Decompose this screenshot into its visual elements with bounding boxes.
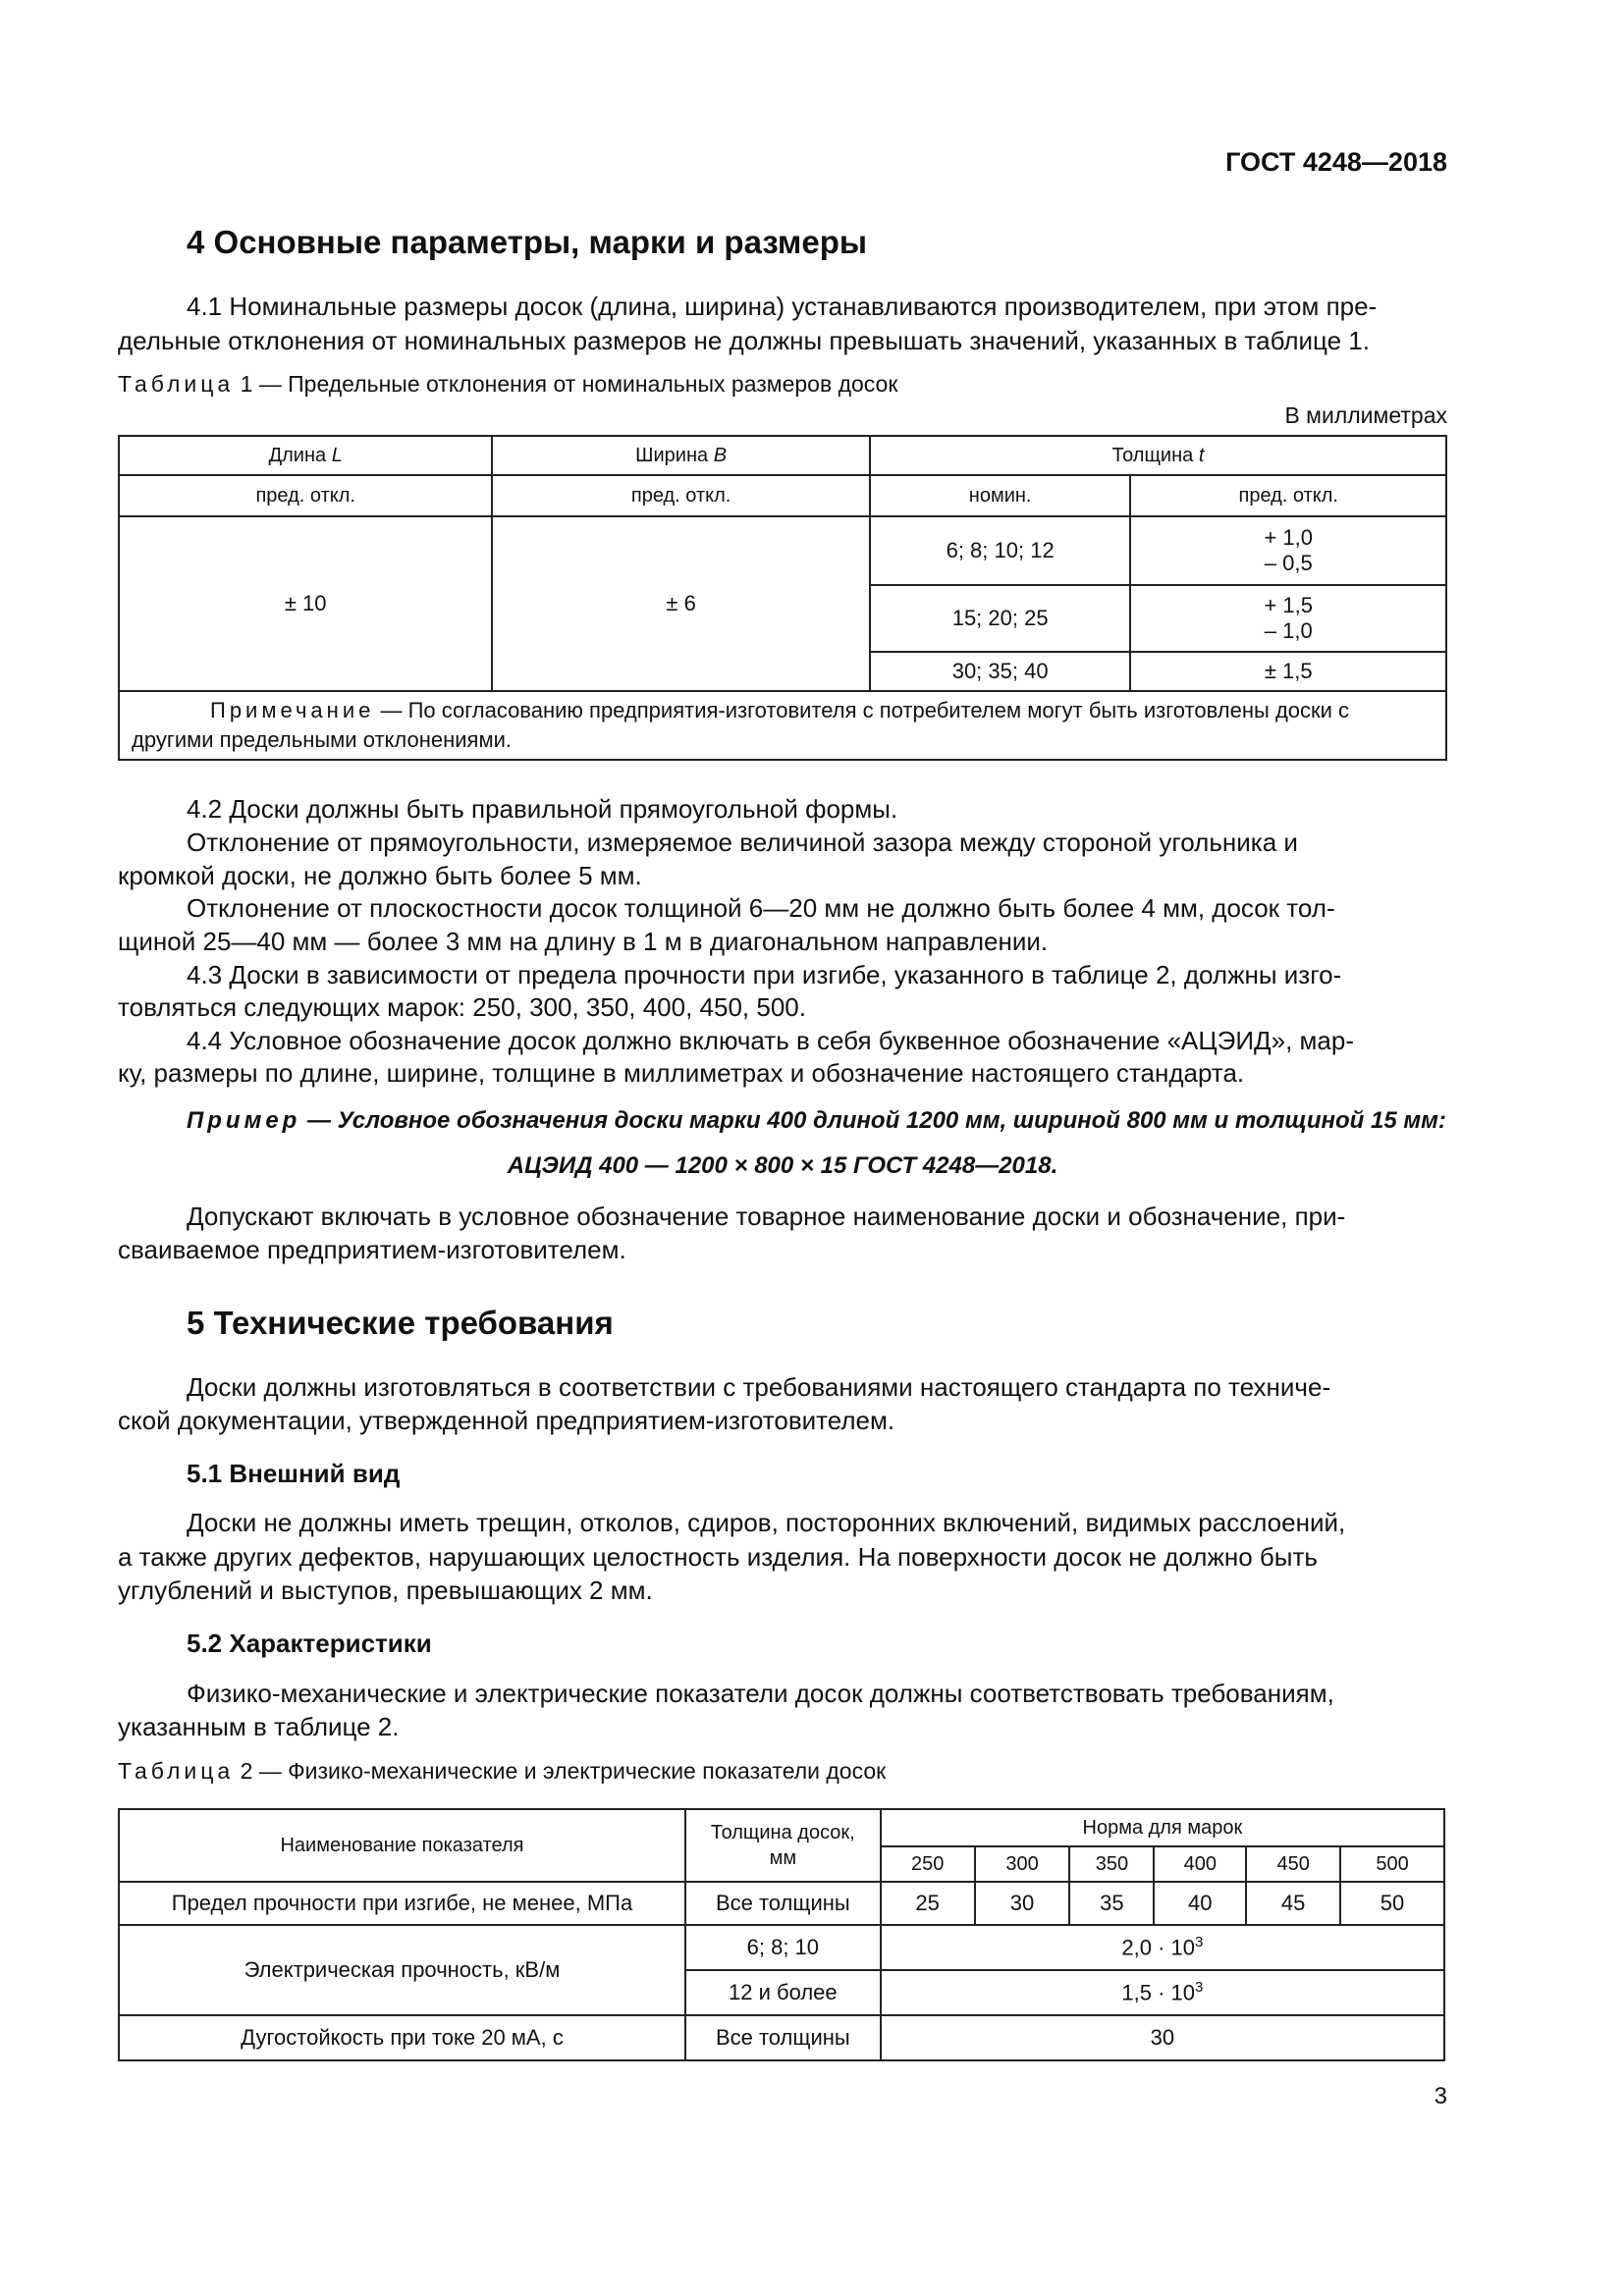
section-5-1-title: 5.1 Внешний вид [187,1459,401,1488]
example-line: Пример — Условное обозначения доски марки 400 длиной 1200 мм, шириной 800 мм и толщиной 15 мм: [187,1107,1446,1134]
t2-grade-350: 350 [1069,1846,1154,1882]
t2-r1-name: Предел прочности при изгибе, не менее, МПа [119,1882,685,1925]
t2-r2a-thickness: 6; 8; 10 [685,1925,881,1970]
t1-sub-dev: пред. откл. [1130,475,1446,516]
section-5-2-line-2: указанным в таблице 2. [118,1712,400,1741]
t1-sub-length: пред. откл. [119,475,492,516]
t2-r2a-value: $2,0 \cdot 10^3$ [881,1925,1444,1970]
paragraph-4-2-rect-line-1: Отклонение от прямоугольности, измеряемое величиной зазора между стороной угольника и [187,828,1298,857]
t1-header-thickness: Толщина t [870,436,1446,475]
paragraph-4-2-rect-line-2: кромкой доски, не должно быть более 5 мм. [118,861,642,890]
t2-r1-value-300: 30 [975,1882,1070,1925]
paragraph-4-2-flat-line-1: Отклонение от плоскостности досок толщиной 6—20 мм не должно быть более 4 мм, досок тол- [187,893,1335,923]
section-5-intro-line-1: Доски должны изготовляться в соответствии с требованиями настоящего стандарта по техниче- [187,1372,1331,1402]
t2-header-thickness: Толщина досок, мм [685,1809,881,1882]
section-5-2-line-1: Физико-механические и электрические показатели досок должны соответствовать требованиям, [187,1679,1334,1708]
t2-header-name: Наименование показателя [119,1809,685,1882]
t1-length-dev: ± 10 [119,516,492,691]
t2-r1-value-400: 40 [1154,1882,1246,1925]
paragraph-4-2-flat-line-2: щиной 25—40 мм — более 3 мм на длину в 1 м в диагональном направлении. [118,927,1049,956]
section-5-title: 5 Технические требования [187,1305,614,1341]
paragraph-4-4-line-1: 4.4 Условное обозначение досок должно включать в себя буквенное обозначение «АЦЭИД», мар- [187,1026,1354,1055]
t1-row-2-dev: + 1,5 – 1,0 [1130,585,1446,652]
table-1 [118,435,1447,761]
paragraph-allow-line-1: Допускают включать в условное обозначение товарное наименование доски и обозначение, при- [187,1201,1346,1231]
standard-code: ГОСТ 4248—2018 [1225,147,1447,177]
t1-sub-width: пред. откл. [492,475,869,516]
t1-header-width: Ширина B [492,436,869,475]
paragraph-4-3-line-1: 4.3 Доски в зависимости от предела прочности при изгибе, указанного в таблице 2, должны изго- [187,960,1342,989]
t2-r3-thickness: Все толщины [685,2015,881,2060]
t2-r1-value-450: 45 [1246,1882,1340,1925]
section-5-intro-line-2: ской документации, утвержденной предприятием-изготовителем. [118,1406,895,1435]
page-number: 3 [1434,2083,1447,2109]
t1-row-1-dev: + 1,0 – 0,5 [1130,516,1446,585]
t2-r1-value-350: 35 [1069,1882,1154,1925]
t1-sub-nomin: номин. [870,475,1131,516]
table-2-caption: Таблица 2 — Физико-механические и электрические показатели досок [118,1758,887,1784]
paragraph-4-3-line-2: товляться следующих марок: 250, 300, 350, 400, 450, 500. [118,992,806,1022]
paragraph-allow-line-2: сваиваемое предприятием-изготовителем. [118,1235,626,1264]
t2-r2-name: Электрическая прочность, кВ/м [119,1925,685,2015]
t2-grade-300: 300 [975,1846,1070,1882]
t2-header-norm: Норма для марок [881,1809,1444,1846]
section-5-1-line-1: Доски не должны иметь трещин, отколов, сдиров, посторонних включений, видимых расслоений, [187,1508,1346,1537]
table-2 [118,1808,1445,2061]
t2-grade-400: 400 [1154,1846,1246,1882]
t2-r1-value-250: 25 [881,1882,975,1925]
t1-width-dev: ± 6 [492,516,869,691]
paragraph-4-4-line-2: ку, размеры по длине, ширине, толщине в миллиметрах и обозначение настоящего стандарта. [118,1058,1245,1088]
t1-row-1-nomin: 6; 8; 10; 12 [870,516,1131,585]
t2-grade-450: 450 [1246,1846,1340,1882]
t1-header-length: Длина L [119,436,492,475]
t2-r1-value-500: 50 [1340,1882,1444,1925]
t1-row-3-nomin: 30; 35; 40 [870,652,1131,691]
section-4-title: 4 Основные параметры, марки и размеры [187,224,868,260]
t2-r3-name: Дугостойкость при токе 20 мА, с [119,2015,685,2060]
table-1-caption: Таблица 1 — Предельные отклонения от номинальных размеров досок [118,371,898,397]
section-5-1-line-2: а также других дефектов, нарушающих целостность изделия. На поверхности досок не должно быть [118,1542,1318,1572]
t2-r3-value: 30 [881,2015,1444,2060]
paragraph-4-1-line-1: 4.1 Номинальные размеры досок (длина, ширина) устанавливаются производителем, при этом пре- [187,292,1378,321]
t1-row-2-nomin: 15; 20; 25 [870,585,1131,652]
t2-grade-500: 500 [1340,1846,1444,1882]
section-5-1-line-3: углублений и выступов, превышающих 2 мм. [118,1575,653,1605]
t2-r2b-value: $1,5 \cdot 10^3$ [881,1970,1444,2015]
example-designation: АЦЭИД 400 — 1200 × 800 × 15 ГОСТ 4248—2018. [507,1152,1058,1179]
paragraph-4-1-line-2: дельные отклонения от номинальных размеров не должны превышать значений, указанных в таблице 1. [118,326,1370,355]
t1-row-3-dev: ± 1,5 [1130,652,1446,691]
t2-r2b-thickness: 12 и более [685,1970,881,2015]
paragraph-4-2: 4.2 Доски должны быть правильной прямоугольной формы. [187,794,898,824]
t2-grade-250: 250 [881,1846,975,1882]
t2-r1-thickness: Все толщины [685,1882,881,1925]
t1-note: Примечание — По согласованию предприятия-изготовителя с потребителем могут быть изготовлены доски с другими предельными отклонениями. [119,691,1446,760]
table-1-unit: В миллиметрах [1284,402,1447,428]
section-5-2-title: 5.2 Характеристики [187,1629,432,1658]
